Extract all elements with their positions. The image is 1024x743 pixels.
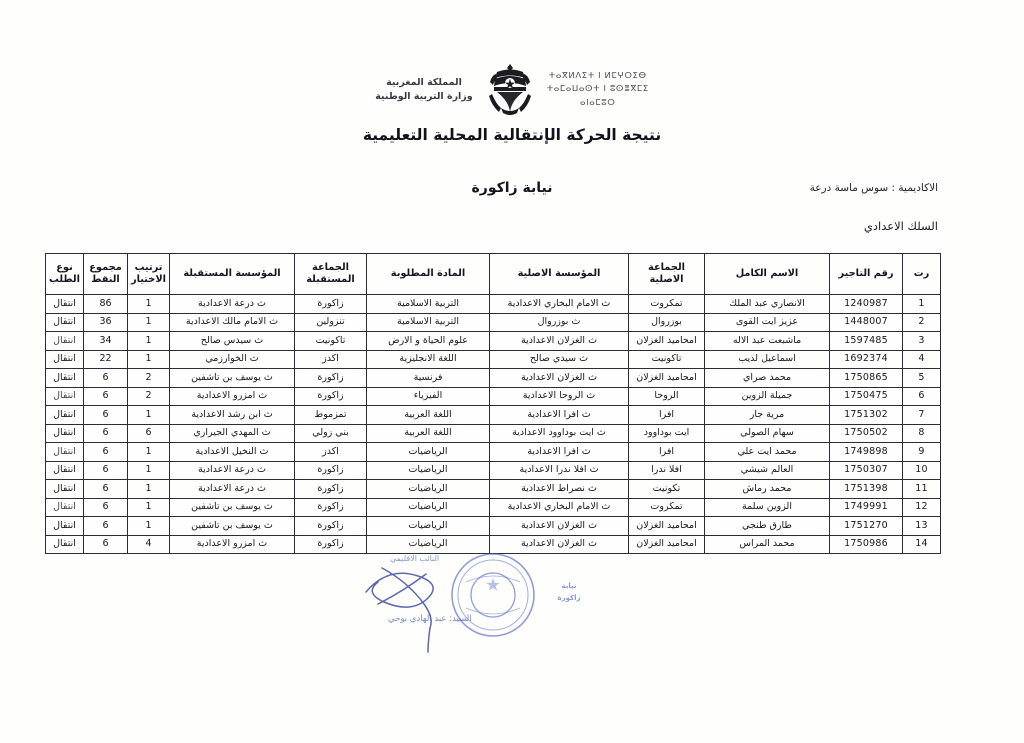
cell-registration: 1751398	[830, 480, 903, 499]
cell-rt: 6	[903, 387, 941, 406]
signature-zone	[352, 548, 612, 668]
signature-role-label: النائب الاقليمي	[390, 554, 440, 563]
cell-dest-institution: ث الخوارزمي	[170, 350, 295, 369]
cell-dest-institution: ث ابن رشد الاعدادية	[170, 406, 295, 425]
cell-dest-institution: ث درعة الاعدادية	[170, 295, 295, 314]
cell-origin-commune: بوزروال	[629, 313, 705, 332]
cell-request-type: انتقال	[46, 535, 84, 554]
cell-dest-institution: ث امزرو الاعدادية	[170, 387, 295, 406]
cell-rt: 8	[903, 424, 941, 443]
official-stamp-icon	[450, 552, 536, 638]
cell-full-name: سهام الصولي	[705, 424, 830, 443]
cell-full-name: الزوين سلمة	[705, 498, 830, 517]
cell-dest-commune: زاكورة	[295, 461, 367, 480]
table-body	[46, 295, 941, 554]
cell-points: 6	[84, 535, 128, 554]
cell-origin-institution: ث الامام البخاري الاعدادية	[490, 498, 629, 517]
cell-rt: 4	[903, 350, 941, 369]
cell-dest-institution: ث درعة الاعدادية	[170, 461, 295, 480]
cell-rt: 5	[903, 369, 941, 388]
cell-request-type: انتقال	[46, 406, 84, 425]
cell-origin-commune: افرا	[629, 443, 705, 462]
cell-origin-commune: امحاميد الغزلان	[629, 517, 705, 536]
cell-request-type: انتقال	[46, 461, 84, 480]
cell-registration: 1750475	[830, 387, 903, 406]
cell-dest-commune: زاكورة	[295, 369, 367, 388]
page-title: نتيجة الحركة الإنتقالية المحلية التعليمية	[362, 126, 662, 144]
cell-subject: الرياضيات	[367, 443, 490, 462]
ministry-tifinagh-text	[547, 70, 649, 111]
cell-points: 6	[84, 424, 128, 443]
academy-label: الاكاديمية : سوس ماسة درعة	[809, 182, 938, 194]
table-row	[46, 350, 941, 369]
cell-full-name: طارق طنجي	[705, 517, 830, 536]
table-row	[46, 535, 941, 554]
table-row	[46, 369, 941, 388]
table-header	[46, 254, 941, 295]
cell-origin-commune: تمكروت	[629, 498, 705, 517]
crest-block	[375, 62, 648, 118]
cell-points: 36	[84, 313, 128, 332]
cell-request-type: انتقال	[46, 443, 84, 462]
cell-choice-rank: 6	[128, 424, 170, 443]
cell-dest-commune: تنزولين	[295, 313, 367, 332]
cell-full-name: عزيز ايت القوى	[705, 313, 830, 332]
table-row	[46, 461, 941, 480]
cell-dest-institution: ث النخيل الاعدادية	[170, 443, 295, 462]
cell-points: 6	[84, 443, 128, 462]
column-header-origin-institution: المؤسسة الاصلية	[490, 254, 629, 295]
cell-choice-rank: 1	[128, 517, 170, 536]
column-header-full-name: الاسم الكامل	[705, 254, 830, 295]
cell-origin-commune: تاكونيت	[629, 350, 705, 369]
cell-choice-rank: 4	[128, 535, 170, 554]
cell-registration: 1448007	[830, 313, 903, 332]
table-row	[46, 387, 941, 406]
cell-origin-commune: تكونيت	[629, 480, 705, 499]
cell-subject: الرياضيات	[367, 480, 490, 499]
cell-dest-commune: اكدز	[295, 350, 367, 369]
cell-points: 6	[84, 387, 128, 406]
cell-full-name: العالم شيشي	[705, 461, 830, 480]
cell-origin-institution: ث سيدي صالح	[490, 350, 629, 369]
cell-dest-institution: ث يوسف بن تاشفين	[170, 517, 295, 536]
cell-origin-institution: ث بوزروال	[490, 313, 629, 332]
column-header-request-type: نوع الطلب	[46, 254, 84, 295]
cell-dest-institution: ث يوسف بن تاشفين	[170, 498, 295, 517]
cell-origin-institution: ث الغزلان الاعدادية	[490, 332, 629, 351]
column-header-dest-institution: المؤسسة المستقبلة	[170, 254, 295, 295]
cell-choice-rank: 1	[128, 461, 170, 480]
cell-dest-commune: زاكورة	[295, 498, 367, 517]
cell-origin-commune: افلا ندرا	[629, 461, 705, 480]
cell-dest-institution: ث المهدي الجيراري	[170, 424, 295, 443]
cell-subject: فرنسية	[367, 369, 490, 388]
cell-origin-institution: ث الغزلان الاعدادية	[490, 517, 629, 536]
cell-dest-commune: بني زولي	[295, 424, 367, 443]
cell-origin-commune: امحاميد الغزلان	[629, 535, 705, 554]
cell-origin-institution: ث الغزلان الاعدادية	[490, 369, 629, 388]
cell-rt: 14	[903, 535, 941, 554]
cell-rt: 2	[903, 313, 941, 332]
column-header-registration: رقم التاجير	[830, 254, 903, 295]
cell-subject: الرياضيات	[367, 535, 490, 554]
cell-registration: 1240987	[830, 295, 903, 314]
cell-subject: التربية الاسلامية	[367, 313, 490, 332]
cell-choice-rank: 1	[128, 406, 170, 425]
cell-origin-institution: ث نصراط الاعدادية	[490, 480, 629, 499]
column-header-rt: رت	[903, 254, 941, 295]
cell-registration: 1751270	[830, 517, 903, 536]
masthead	[0, 62, 1024, 118]
cell-points: 6	[84, 517, 128, 536]
cell-origin-commune: امحاميد الغزلان	[629, 332, 705, 351]
cell-choice-rank: 2	[128, 387, 170, 406]
cell-full-name: ماشبعت عبد الاله	[705, 332, 830, 351]
cell-dest-commune: زاكورة	[295, 387, 367, 406]
stamp-line-city: زاكورة	[557, 594, 581, 602]
table-row	[46, 313, 941, 332]
cell-registration: 1597485	[830, 332, 903, 351]
cell-points: 6	[84, 480, 128, 499]
column-header-choice-rank: ترتيب الاختيار	[128, 254, 170, 295]
table-row	[46, 295, 941, 314]
cell-choice-rank: 1	[128, 313, 170, 332]
cell-request-type: انتقال	[46, 498, 84, 517]
cell-dest-institution: ث سيدس صالح	[170, 332, 295, 351]
cell-registration: 1750307	[830, 461, 903, 480]
cell-rt: 11	[903, 480, 941, 499]
cell-rt: 7	[903, 406, 941, 425]
column-header-dest-commune: الجماعة المستقبلة	[295, 254, 367, 295]
table-row	[46, 517, 941, 536]
cell-rt: 10	[903, 461, 941, 480]
cell-rt: 12	[903, 498, 941, 517]
results-table-container	[49, 253, 941, 554]
cell-dest-commune: تمزموط	[295, 406, 367, 425]
cell-subject: اللغة الانجليزية	[367, 350, 490, 369]
cell-registration: 1750502	[830, 424, 903, 443]
cell-request-type: انتقال	[46, 369, 84, 388]
cell-origin-institution: ث الامام البخاري الاعدادية	[490, 295, 629, 314]
delegation-label: نيابة زاكورة	[471, 180, 553, 196]
cell-subject: اللغة العربية	[367, 424, 490, 443]
cell-points: 86	[84, 295, 128, 314]
cell-choice-rank: 1	[128, 498, 170, 517]
cell-points: 34	[84, 332, 128, 351]
cell-dest-commune: زاكورة	[295, 535, 367, 554]
cell-dest-commune: زاكورة	[295, 295, 367, 314]
cell-dest-commune: زاكورة	[295, 480, 367, 499]
column-header-subject: المادة المطلوبة	[367, 254, 490, 295]
tifinagh-line-1: ⵜⴰⴳⵍⴷⵉⵜ ⵏ ⵍⵎⵖⵔⵉⴱ	[548, 70, 647, 81]
cell-choice-rank: 2	[128, 369, 170, 388]
cell-origin-institution: ث ايت بوداوود الاعدادية	[490, 424, 629, 443]
table-row	[46, 498, 941, 517]
cell-points: 6	[84, 406, 128, 425]
cell-choice-rank: 1	[128, 443, 170, 462]
cell-origin-institution: ث افرا الاعدادية	[490, 443, 629, 462]
cycle-label: السلك الاعدادي	[863, 219, 938, 233]
cell-registration: 1750986	[830, 535, 903, 554]
cell-registration: 1692374	[830, 350, 903, 369]
cell-origin-commune: الروحا	[629, 387, 705, 406]
cell-choice-rank: 1	[128, 332, 170, 351]
cell-dest-commune: زاكورة	[295, 517, 367, 536]
cell-full-name: محمد ايت علي	[705, 443, 830, 462]
morocco-coat-of-arms-icon	[487, 62, 533, 118]
cell-registration: 1751302	[830, 406, 903, 425]
cell-origin-commune: افرا	[629, 406, 705, 425]
cell-request-type: انتقال	[46, 350, 84, 369]
table-row	[46, 332, 941, 351]
cell-points: 6	[84, 369, 128, 388]
cell-rt: 1	[903, 295, 941, 314]
signature-name-label: السيد: عبد الهادي بوحي	[388, 614, 472, 624]
table-row	[46, 443, 941, 462]
cell-origin-commune: امحاميد الغزلان	[629, 369, 705, 388]
cell-choice-rank: 1	[128, 350, 170, 369]
cell-subject: الرياضيات	[367, 461, 490, 480]
cell-full-name: محمد رماش	[705, 480, 830, 499]
cell-request-type: انتقال	[46, 332, 84, 351]
ministry-arabic-text	[375, 76, 472, 105]
cell-rt: 3	[903, 332, 941, 351]
cell-origin-institution: ث الغزلان الاعدادية	[490, 535, 629, 554]
cell-rt: 13	[903, 517, 941, 536]
cell-subject: التربية الاسلامية	[367, 295, 490, 314]
cell-request-type: انتقال	[46, 387, 84, 406]
cell-full-name: محمد صراي	[705, 369, 830, 388]
results-table	[45, 253, 941, 554]
cell-full-name: جميلة الزوين	[705, 387, 830, 406]
cell-dest-institution: ث يوسف بن تاشفين	[170, 369, 295, 388]
cell-origin-institution: ث الروحا الاعدادية	[490, 387, 629, 406]
cell-full-name: محمد المراس	[705, 535, 830, 554]
cell-request-type: انتقال	[46, 480, 84, 499]
table-row	[46, 424, 941, 443]
cell-registration: 1749991	[830, 498, 903, 517]
cell-points: 6	[84, 498, 128, 517]
cell-dest-institution: ث درعة الاعدادية	[170, 480, 295, 499]
column-header-points: مجموع النقط	[84, 254, 128, 295]
table-header-row	[46, 254, 941, 295]
cell-request-type: انتقال	[46, 313, 84, 332]
cell-choice-rank: 1	[128, 480, 170, 499]
cell-choice-rank: 1	[128, 295, 170, 314]
cell-request-type: انتقال	[46, 517, 84, 536]
cell-subject: اللغة العربية	[367, 406, 490, 425]
column-header-origin-commune: الجماعة الاصلية	[629, 254, 705, 295]
cell-origin-institution: ث افرا الاعدادية	[490, 406, 629, 425]
cell-origin-institution: ث افلا ندرا الاعدادية	[490, 461, 629, 480]
cell-subject: الرياضيات	[367, 498, 490, 517]
kingdom-label: المملكة المغربية	[386, 76, 462, 88]
cell-dest-institution: ث امزرو الاعدادية	[170, 535, 295, 554]
table-row	[46, 480, 941, 499]
cell-dest-institution: ث الامام مالك الاعدادية	[170, 313, 295, 332]
cell-subject: الرياضيات	[367, 517, 490, 536]
cell-request-type: انتقال	[46, 295, 84, 314]
cell-registration: 1749898	[830, 443, 903, 462]
cell-request-type: انتقال	[46, 424, 84, 443]
table-row	[46, 406, 941, 425]
cell-rt: 9	[903, 443, 941, 462]
cell-points: 6	[84, 461, 128, 480]
cell-origin-commune: تمكروت	[629, 295, 705, 314]
tifinagh-line-3: ⴰⵏⴰⵎⵓⵔ	[580, 97, 616, 108]
cell-full-name: مرية جار	[705, 406, 830, 425]
cell-registration: 1750865	[830, 369, 903, 388]
cell-subject: الفيزياء	[367, 387, 490, 406]
cell-full-name: الانصاري عبد الملك	[705, 295, 830, 314]
cell-dest-commune: تاكونيت	[295, 332, 367, 351]
cell-origin-commune: ايت بوداوود	[629, 424, 705, 443]
ministry-label: وزارة التربية الوطنية	[375, 91, 473, 102]
tifinagh-line-2: ⵜⴰⵎⴰⵡⴰⵙⵜ ⵏ ⵓⵙⴻⴳⵎⵉ	[546, 84, 649, 95]
stamp-line-delegation: نيابة	[561, 582, 577, 590]
cell-full-name: اسماعيل لذيب	[705, 350, 830, 369]
cell-subject: علوم الحياة و الارض	[367, 332, 490, 351]
handwritten-signature	[352, 548, 532, 658]
cell-points: 22	[84, 350, 128, 369]
cell-dest-commune: اكدز	[295, 443, 367, 462]
